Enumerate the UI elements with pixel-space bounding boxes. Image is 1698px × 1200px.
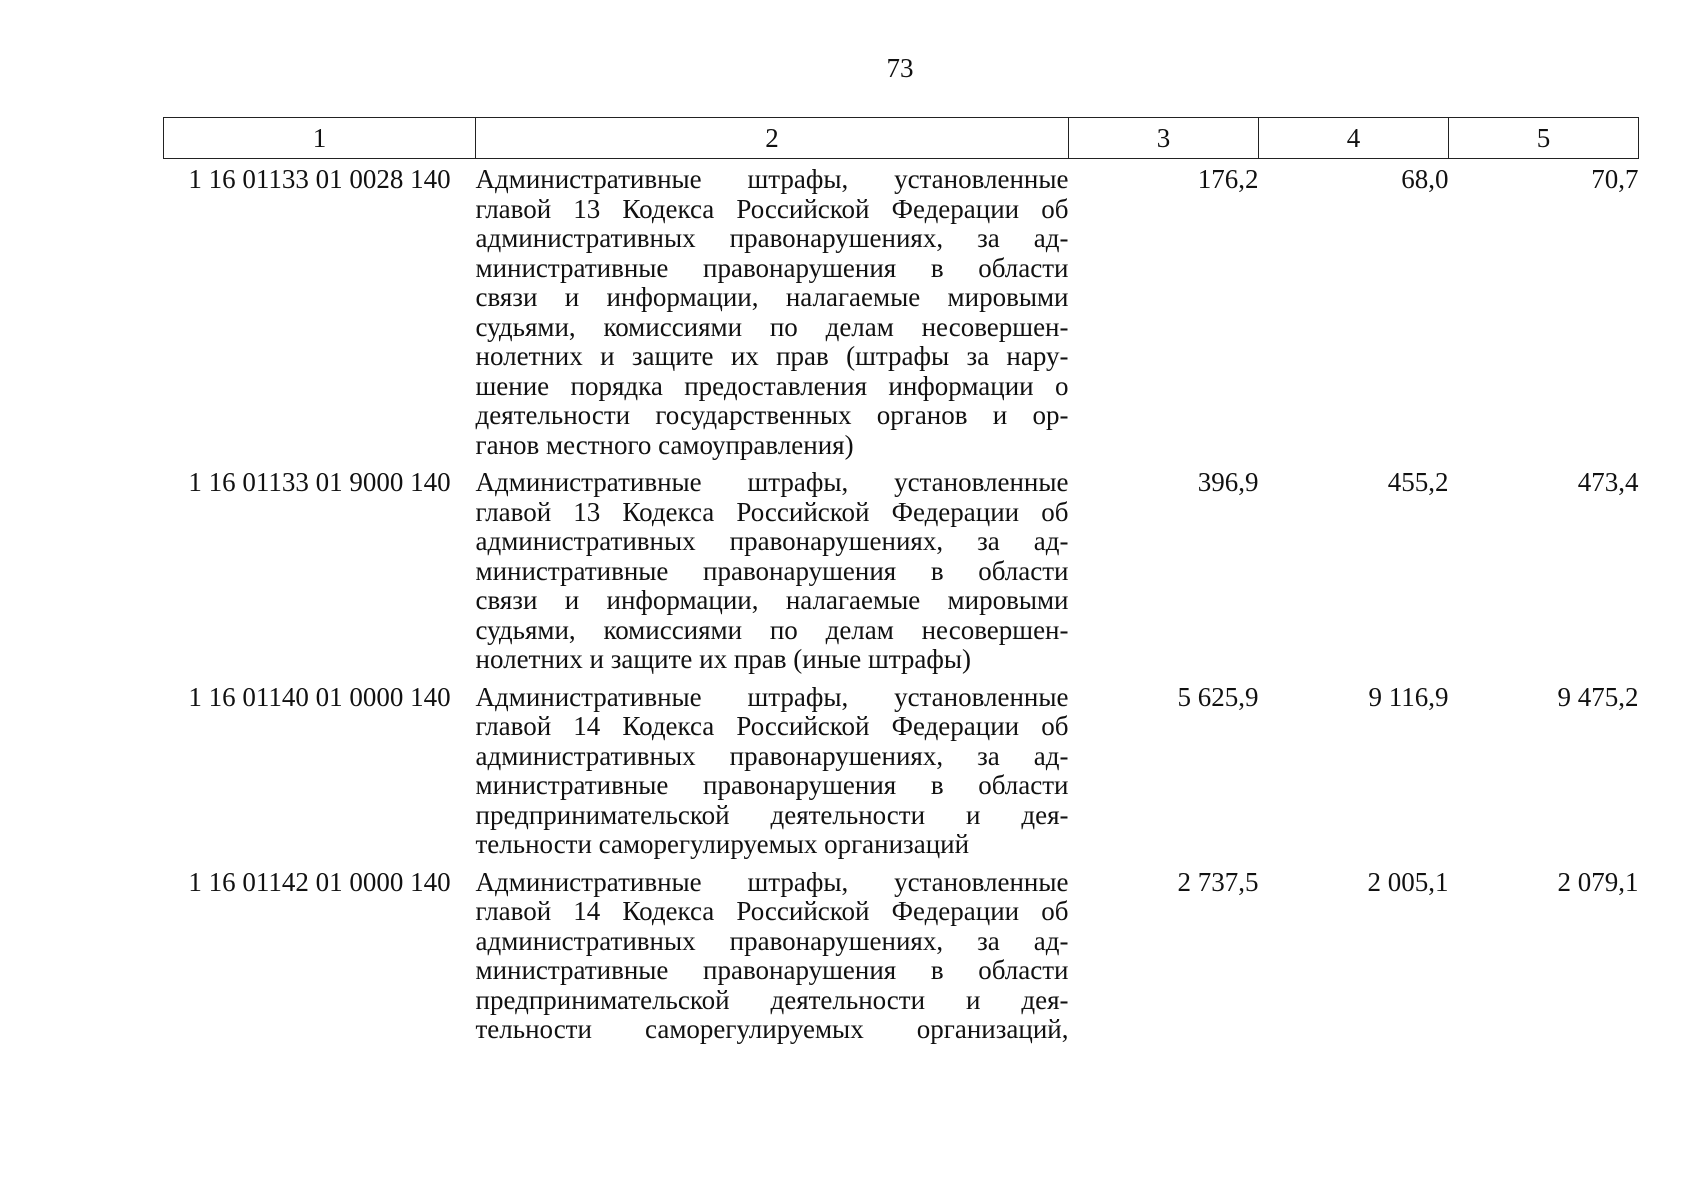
- description-line: министративные правонарушения в области: [475, 955, 1069, 985]
- budget-table: [163, 117, 1639, 1053]
- description-line: тельности саморегулируемых организаций: [475, 829, 970, 859]
- description-line: Административные штрафы, установленные: [475, 866, 1069, 897]
- description-line: Административные штрафы, установленные: [475, 681, 1069, 712]
- description-line: административных правонарушениях, за ад-: [475, 925, 1069, 956]
- header-col-1: 1: [164, 118, 476, 159]
- description-line: предпринимательской деятельности и дея-: [475, 984, 1069, 1015]
- value-col-5: 70,7: [1591, 164, 1639, 194]
- value-col-5: 473,4: [1577, 467, 1639, 497]
- description-line: административных правонарушениях, за ад-: [475, 526, 1069, 556]
- value-col-4: 455,2: [1387, 467, 1449, 497]
- description-line: судьями, комиссиями по делам несовершен-: [475, 614, 1069, 645]
- value-col-3: 2 737,5: [1177, 866, 1259, 897]
- description-line: министративные правонарушения в области: [475, 252, 1069, 283]
- description-line: нолетних и защите их прав (иные штрафы): [475, 644, 972, 674]
- description-line: Административные штрафы, установленные: [475, 467, 1069, 497]
- description-cell: [476, 159, 1069, 469]
- description-cell: [476, 683, 1069, 868]
- description-line: судьями, комиссиями по делам несовершен-: [475, 311, 1069, 342]
- header-col-3: 3: [1069, 118, 1259, 159]
- description-line: нолетних и защите их прав (штрафы за нару-: [475, 341, 1069, 371]
- code-cell: 1 16 01133 01 0028 140: [188, 164, 451, 194]
- table-row: [164, 868, 1639, 1053]
- description-line: главой 13 Кодекса Российской Федерации об: [475, 193, 1069, 224]
- value-col-3: 5 625,9: [1177, 681, 1259, 712]
- code-cell: 1 16 01140 01 0000 140: [188, 681, 451, 712]
- value-col-4: 9 116,9: [1368, 681, 1449, 712]
- description-line: деятельности государственных органов и ор-: [475, 400, 1069, 430]
- table-row: [164, 468, 1639, 683]
- value-col-4: 68,0: [1401, 164, 1449, 194]
- description-line: административных правонарушениях, за ад-: [475, 740, 1069, 771]
- table-row: [164, 683, 1639, 868]
- value-col-3: 176,2: [1197, 164, 1259, 194]
- description-line: главой 14 Кодекса Российской Федерации об: [475, 896, 1069, 926]
- description-line: административных правонарушениях, за ад-: [475, 223, 1069, 253]
- description-cell: [476, 468, 1069, 683]
- description-line: главой 14 Кодекса Российской Федерации об: [475, 711, 1069, 741]
- description-line: министративные правонарушения в области: [475, 770, 1069, 800]
- description-line: ганов местного самоуправления): [475, 429, 854, 460]
- page-number: 73: [886, 53, 914, 83]
- description-line: Административные штрафы, установленные: [475, 164, 1069, 194]
- header-col-5: 5: [1449, 118, 1639, 159]
- description-line: тельности саморегулируемых организаций,: [475, 1014, 1069, 1044]
- value-col-5: 2 079,1: [1557, 866, 1639, 897]
- header-row: [164, 118, 1639, 159]
- description-line: министративные правонарушения в области: [475, 555, 1069, 586]
- description-cell: [476, 868, 1069, 1053]
- description-line: шение порядка предоставления информации о: [475, 370, 1069, 401]
- description-line: связи и информации, налагаемые мировыми: [475, 282, 1069, 312]
- description-line: предпринимательской деятельности и дея-: [475, 799, 1069, 830]
- header-col-2: 2: [476, 118, 1069, 159]
- description-line: главой 13 Кодекса Российской Федерации об: [475, 496, 1069, 527]
- value-col-5: 9 475,2: [1557, 681, 1639, 712]
- value-col-4: 2 005,1: [1367, 866, 1449, 897]
- code-cell: 1 16 01142 01 0000 140: [188, 866, 451, 897]
- table-row: [164, 159, 1639, 469]
- description-line: связи и информации, налагаемые мировыми: [475, 585, 1069, 615]
- header-col-4: 4: [1259, 118, 1449, 159]
- code-cell: 1 16 01133 01 9000 140: [188, 467, 451, 497]
- value-col-3: 396,9: [1197, 467, 1259, 497]
